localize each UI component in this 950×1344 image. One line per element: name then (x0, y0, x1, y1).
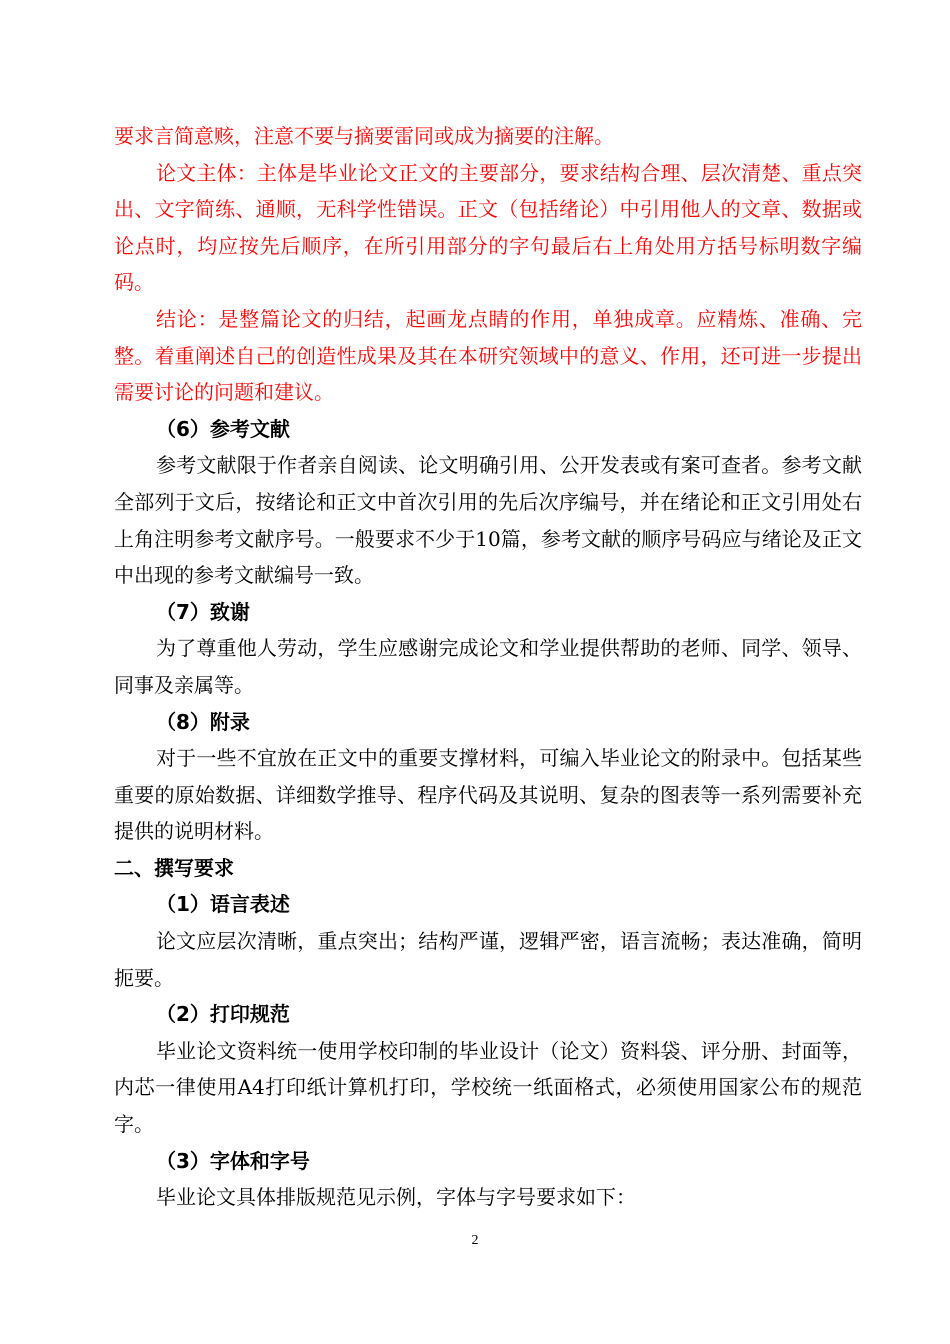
font-heading: （3）字体和字号 (156, 1148, 310, 1173)
references-heading: （6）参考文献 (156, 416, 290, 441)
appendix-heading: （8）附录 (156, 709, 250, 734)
font-paragraph: 毕业论文具体排版规范见示例，字体与字号要求如下： (156, 1185, 636, 1210)
references-paragraph: 参考文献限于作者亲自阅读、论文明确引用、公开发表或有案可查者。参考文献全部列于文后，按绪论和正文中首次引用的先后次序编号，并在绪论和正文引用处右上角注明参考文献序号。一般要求不少于10篇，参考文献的顺序号码应与绪论及正文中出现的参考文献编号一致。 (114, 453, 862, 588)
language-heading: （1）语言表述 (156, 892, 290, 917)
language-paragraph: 论文应层次清晰，重点突出；结构严谨，逻辑严密，语言流畅；表达准确，简明扼要。 (114, 929, 862, 990)
page-number: 2 (471, 1233, 479, 1248)
body-paragraph: 论文主体：主体是毕业论文正文的主要部分，要求结构合理、层次清楚、重点突出、文字简练、通顺，无科学性错误。正文（包括绪论）中引用他人的文章、数据或论点时，均应按先后顺序，在所引用部分的字句最后右上角处用方括号标明数字编码。 (114, 160, 862, 295)
appendix-paragraph: 对于一些不宜放在正文中的重要支撑材料，可编入毕业论文的附录中。包括某些重要的原始数据、详细数学推导、程序代码及其说明、复杂的图表等一系列需要补充提供的说明材料。 (114, 746, 862, 844)
print-paragraph: 毕业论文资料统一使用学校印制的毕业设计（论文）资料袋、评分册、封面等，内芯一律使用A4打印纸计算机打印，学校统一纸面格式，必须使用国家公布的规范字。 (114, 1038, 862, 1137)
document-page (114, 118, 862, 1216)
conclusion-paragraph: 结论：是整篇论文的归结，起画龙点睛的作用，单独成章。应精炼、准确、完整。着重阐述自己的创造性成果及其在本研究领域中的意义、作用，还可进一步提出需要讨论的问题和建议。 (114, 306, 862, 405)
acknowledgements-heading: （7）致谢 (156, 599, 250, 624)
print-heading: （2）打印规范 (156, 1002, 290, 1027)
acknowledgements-paragraph: 为了尊重他人劳动，学生应感谢完成论文和学业提供帮助的老师、同学、领导、同事及亲属等。 (114, 636, 862, 697)
abstract-tail-paragraph: 要求言简意赅，注意不要与摘要雷同或成为摘要的注解。 (114, 124, 614, 148)
section-two-heading: 二、撰写要求 (114, 855, 234, 880)
